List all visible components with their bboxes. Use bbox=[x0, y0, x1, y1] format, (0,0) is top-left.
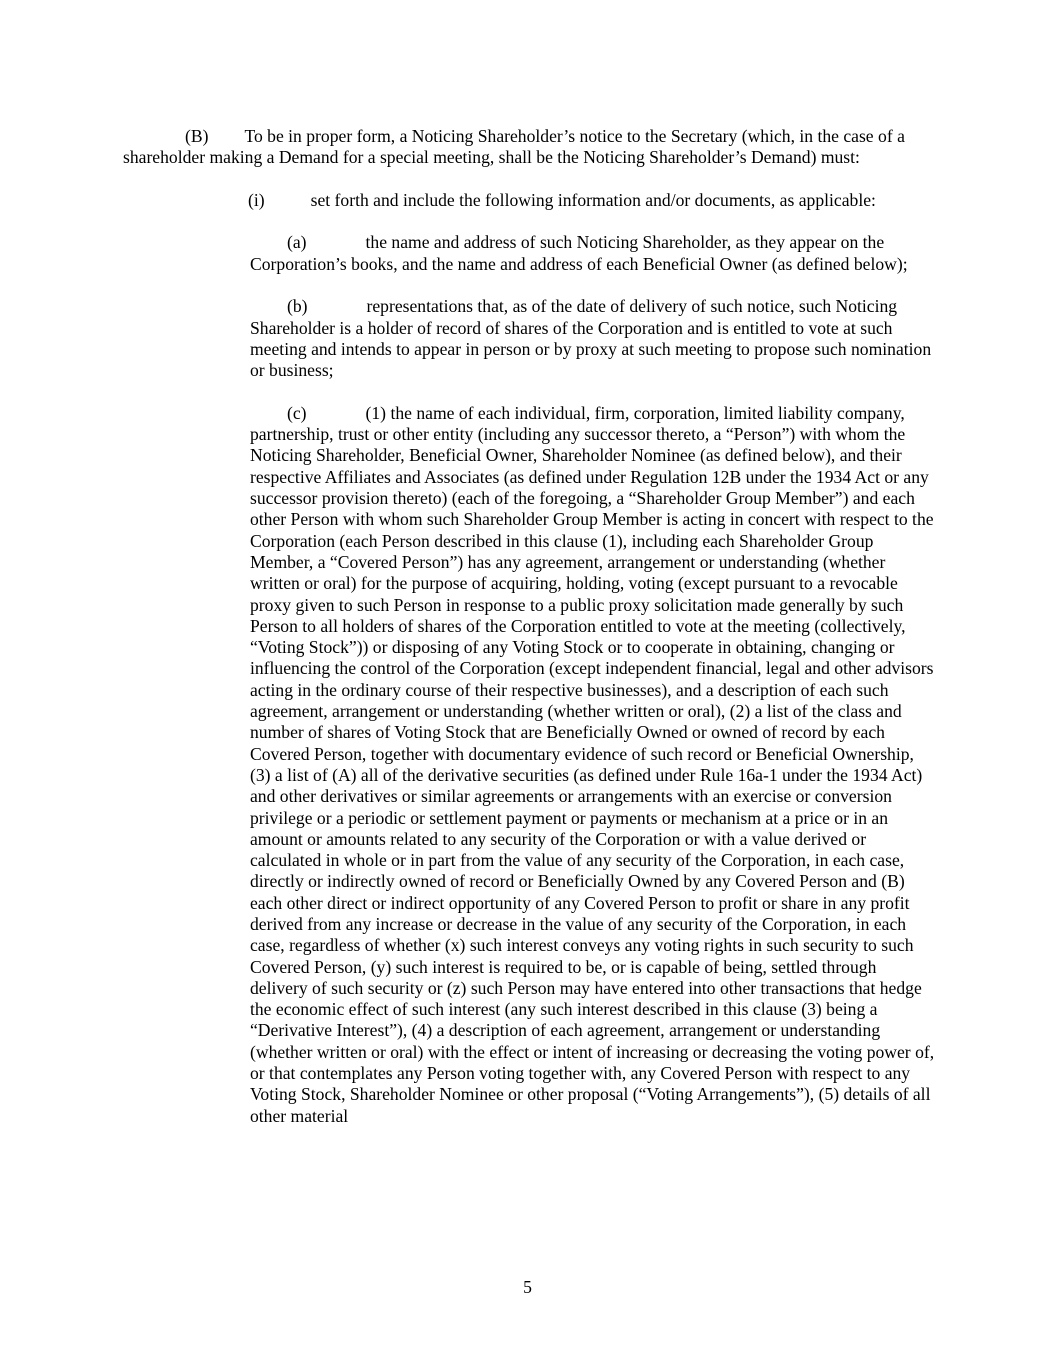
tab-spacer bbox=[307, 247, 366, 248]
paragraph-b-text: representations that, as of the date of delivery of such notice, such Noticing Shareholder is a holder of record of shares of the Corporation and is entitled to vote at such meeting and intends to appear in person or by proxy at such meeting to propose such nomination or business; bbox=[250, 296, 932, 381]
paragraph-i-text: set forth and include the following information and/or documents, as applicable: bbox=[310, 189, 876, 210]
paragraph-B-text: To be in proper form, a Noticing Shareholder’s notice to the Secretary (which, in the case of a shareholder making a Demand for a special meeting, shall be the Noticing Shareholder’s Demand) must: bbox=[123, 126, 905, 168]
paragraph-i-label: (i) bbox=[248, 189, 265, 210]
paragraph-B bbox=[123, 126, 935, 169]
tab-spacer bbox=[208, 141, 244, 142]
paragraph-c-label: (c) bbox=[287, 402, 307, 423]
paragraph-c-text: (1) the name of each individual, firm, corporation, limited liability company, partnership, trust or other entity (including any successor thereto, a “Person”) with whom the Noticing Shareholder, Beneficial Owner, Shareholder Nominee (as defined below), and their respective Affiliates and Associates (as defined under Regulation 12B under the 1934 Act or any successor provision thereto) (each of the foregoing, a “Shareholder Group Member”) and each other Person with whom such Shareholder Group Member is acting in concert with respect to the Corporation (each Person described in this clause (1), including each Shareholder Group Member, a “Covered Person”) has any agreement, arrangement or understanding (whether written or oral) for the purpose of acquiring, holding, voting (except pursuant to a revocable proxy given to such Person in response to a public proxy solicitation made generally by such Person to all holders of shares of the Corporation entitled to vote at the meeting (collectively, “Voting Stock”)) or disposing of any Voting Stock or to cooperate in obtaining, changing or influencing the control of the Corporation (except independent financial, legal and other advisors acting in the ordinary course of their respective businesses), and a description of each such agreement, arrangement or understanding (whether written or oral), (2) a list of the class and number of shares of Voting Stock that are Beneficially Owned or owned of record by each Covered Person, together with documentary evidence of such record or Beneficial Ownership, (3) a list of (A) all of the derivative securities (as defined under Rule 16a-1 under the 1934 Act) and other derivatives or similar agreements or arrangements with an exercise or conversion privilege or a periodic or settlement payment or payments or mechanism at a price or in an amount or amounts related to any security of the Corporation or with a value derived or calculated in whole or in part from the value of any security of the Corporation, in each case, directly or indirectly owned of record or Beneficially Owned by any Covered Person and (B) each other direct or indirect opportunity of any Covered Person to profit or share in any profit derived from any increase or decrease in the value of any security of the Corporation, in each case, regardless of whether (x) such interest conveys any voting rights in such security to such Covered Person, (y) such interest is required to be, or is capable of being, settled through delivery of such security or (z) such Person may have entered into other transactions that hedge the economic effect of such interest (any such interest described in this clause (3) being a “Derivative Interest”), (4) a description of each agreement, arrangement or understanding (whether written or oral) with the effect or intent of increasing or decreasing the voting power of, or that contemplates any Person voting together with, any Covered Person with respect to any Voting Stock, Shareholder Nominee or other proposal (“Voting Arrangements”), (5) details of all other material bbox=[250, 402, 935, 1126]
document-body bbox=[123, 126, 935, 1148]
tab-spacer bbox=[307, 418, 366, 419]
paragraph-a-text: the name and address of such Noticing Shareholder, as they appear on the Corporation’s books, and the name and address of each Beneficial Owner (as defined below); bbox=[250, 232, 908, 274]
paragraph-a bbox=[250, 232, 935, 275]
paragraph-c bbox=[250, 403, 935, 1127]
paragraph-a-label: (a) bbox=[287, 232, 307, 253]
tab-spacer bbox=[265, 205, 311, 206]
tab-spacer bbox=[308, 311, 367, 312]
page-number: 5 bbox=[523, 1277, 532, 1297]
paragraph-b bbox=[250, 296, 935, 381]
paragraph-b-label: (b) bbox=[287, 296, 308, 317]
paragraph-B-label: (B) bbox=[185, 126, 209, 146]
paragraph-i bbox=[123, 190, 935, 211]
